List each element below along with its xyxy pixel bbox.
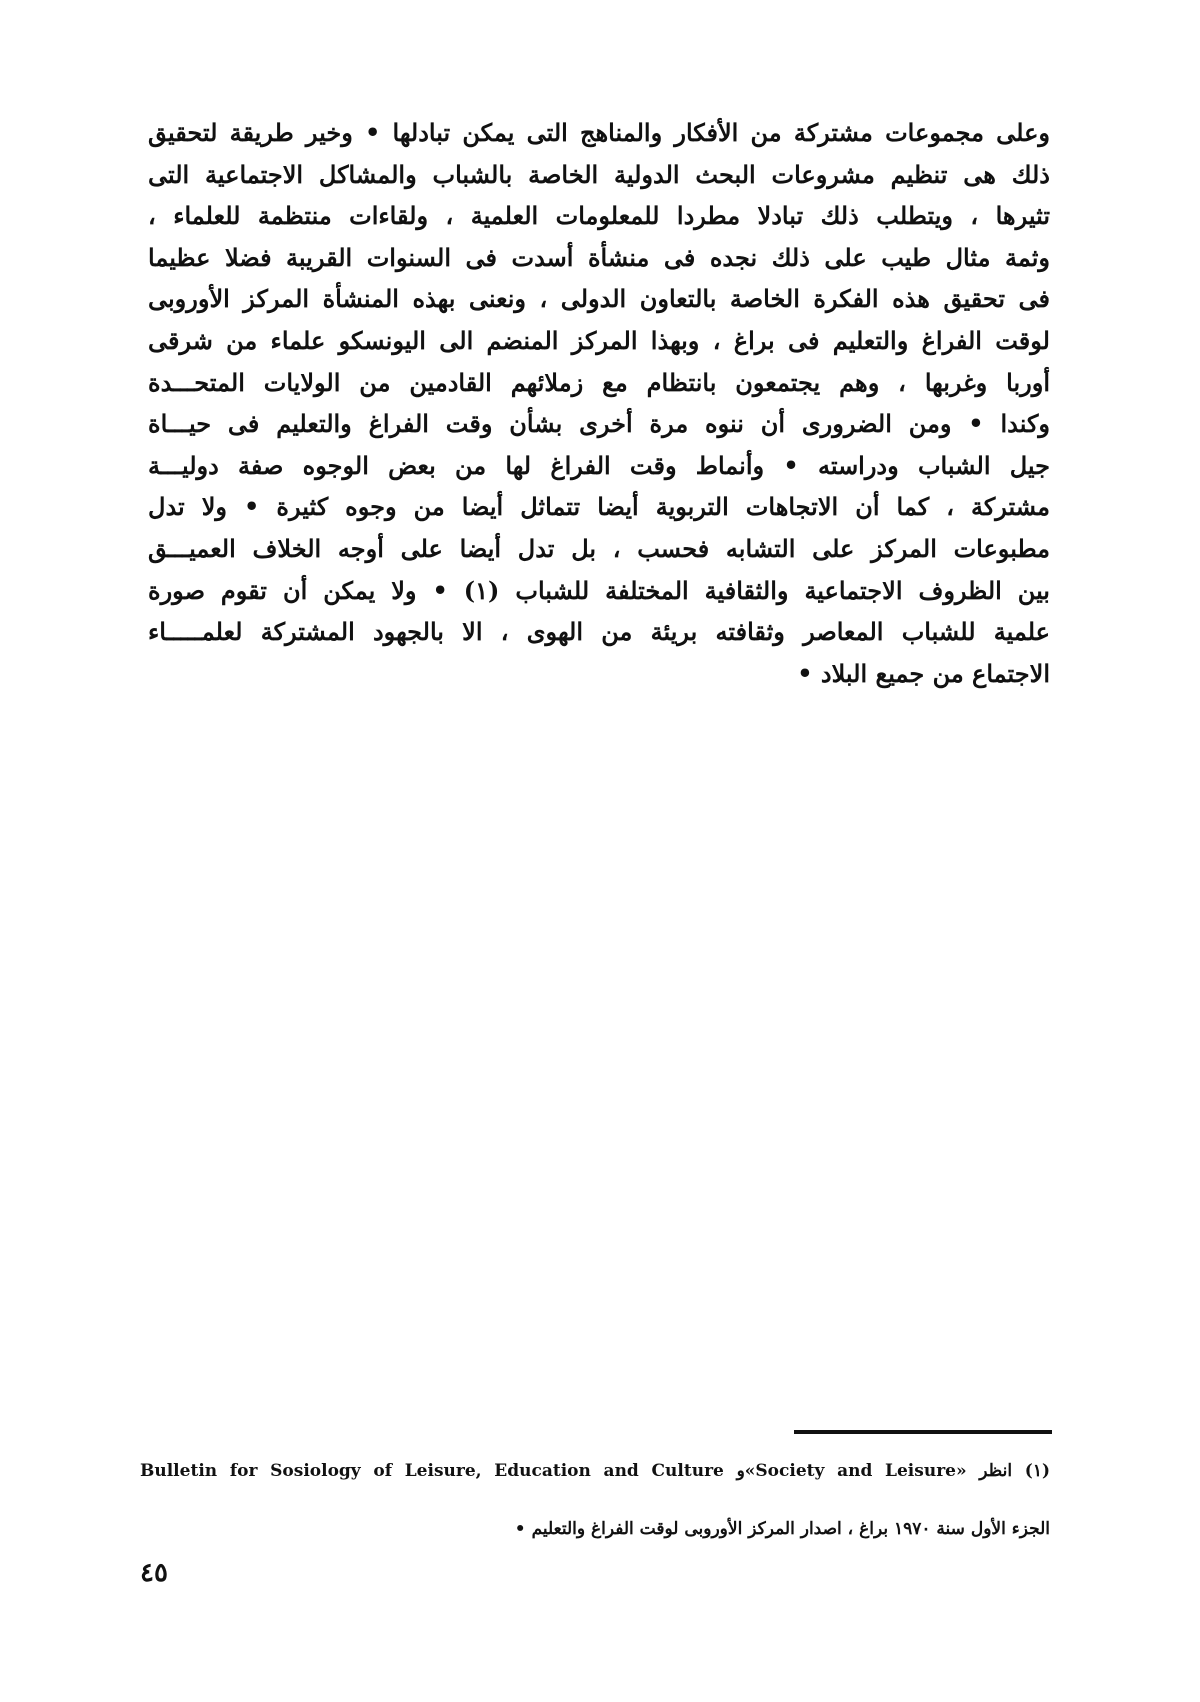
text-line: الاجتماع من جميع البلاد • [797, 658, 1050, 688]
footnote [140, 1448, 1050, 1552]
main-paragraph [148, 112, 1050, 694]
text-line: أوربا وغربها ، وهم يجتمعون بانتظام مع زملائهم القادمين من الولايات المتحـــدة [148, 367, 1050, 397]
text-line: مطبوعات المركز على التشابه فحسب ، بل تدل أيضا على أوجه الخلاف العميـــق [148, 533, 1050, 563]
footnote-line-2: الجزء الأول سنة ١٩٧٠ براغ ، اصدار المركز الأوروبى لوقت الفراغ والتعليم • [514, 1519, 1050, 1539]
footnote-conjunction: و [736, 1461, 745, 1481]
text-line: فى تحقيق هذه الفكرة الخاصة بالتعاون الدولى ، ونعنى بهذه المنشأة المركز الأوروبى [148, 284, 1050, 314]
text-line: وعلى مجموعات مشتركة من الأفكار والمناهج التى يمكن تبادلها • وخير طريقة لتحقيق [148, 118, 1050, 147]
text-line: وكندا • ومن الضرورى أن ننوه مرة أخرى بشأن وقت الفراغ والتعليم فى حيـــاة [148, 409, 1050, 439]
text-line: تثيرها ، ويتطلب ذلك تبادلا مطردا للمعلومات العلمية ، ولقاءات منتظمة للعلماء ، [148, 201, 1050, 231]
text-line: بين الظروف الاجتماعية والثقافية المختلفة للشباب (١) • ولا يمكن أن تقوم صورة [148, 575, 1050, 605]
journal-title: «Society and Leisure» [744, 1461, 967, 1481]
footnote-marker: (١) انظر [979, 1461, 1050, 1481]
footnote-separator [794, 1430, 1052, 1434]
text-line: لوقت الفراغ والتعليم فى براغ ، وبهذا المركز المنضم الى اليونسكو علماء من شرقى [148, 325, 1050, 355]
page-number: ٤٥ [140, 1558, 168, 1588]
text-line: ذلك هى تنظيم مشروعات البحث الدولية الخاصة بالشباب والمشاكل الاجتماعية التى [148, 159, 1050, 189]
text-line: مشتركة ، كما أن الاتجاهات التربوية أيضا تتماثل أيضا من وجوه كثيرة • ولا تدل [148, 492, 1050, 522]
footnote-line-1 [140, 1448, 1050, 1494]
text-line: علمية للشباب المعاصر وثقافته بريئة من الهوى ، الا بالجهود المشتركة لعلمـــــاء [148, 617, 1050, 647]
text-line: جيل الشباب ودراسته • وأنماط وقت الفراغ لها من بعض الوجوه صفة دوليـــة [148, 450, 1050, 480]
bulletin-title: Bulletin for Sosiology of Leisure, Education and Culture [140, 1461, 724, 1481]
text-line: وثمة مثال طيب على ذلك نجده فى منشأة أسدت فى السنوات القريبة فضلا عظيما [148, 242, 1050, 272]
